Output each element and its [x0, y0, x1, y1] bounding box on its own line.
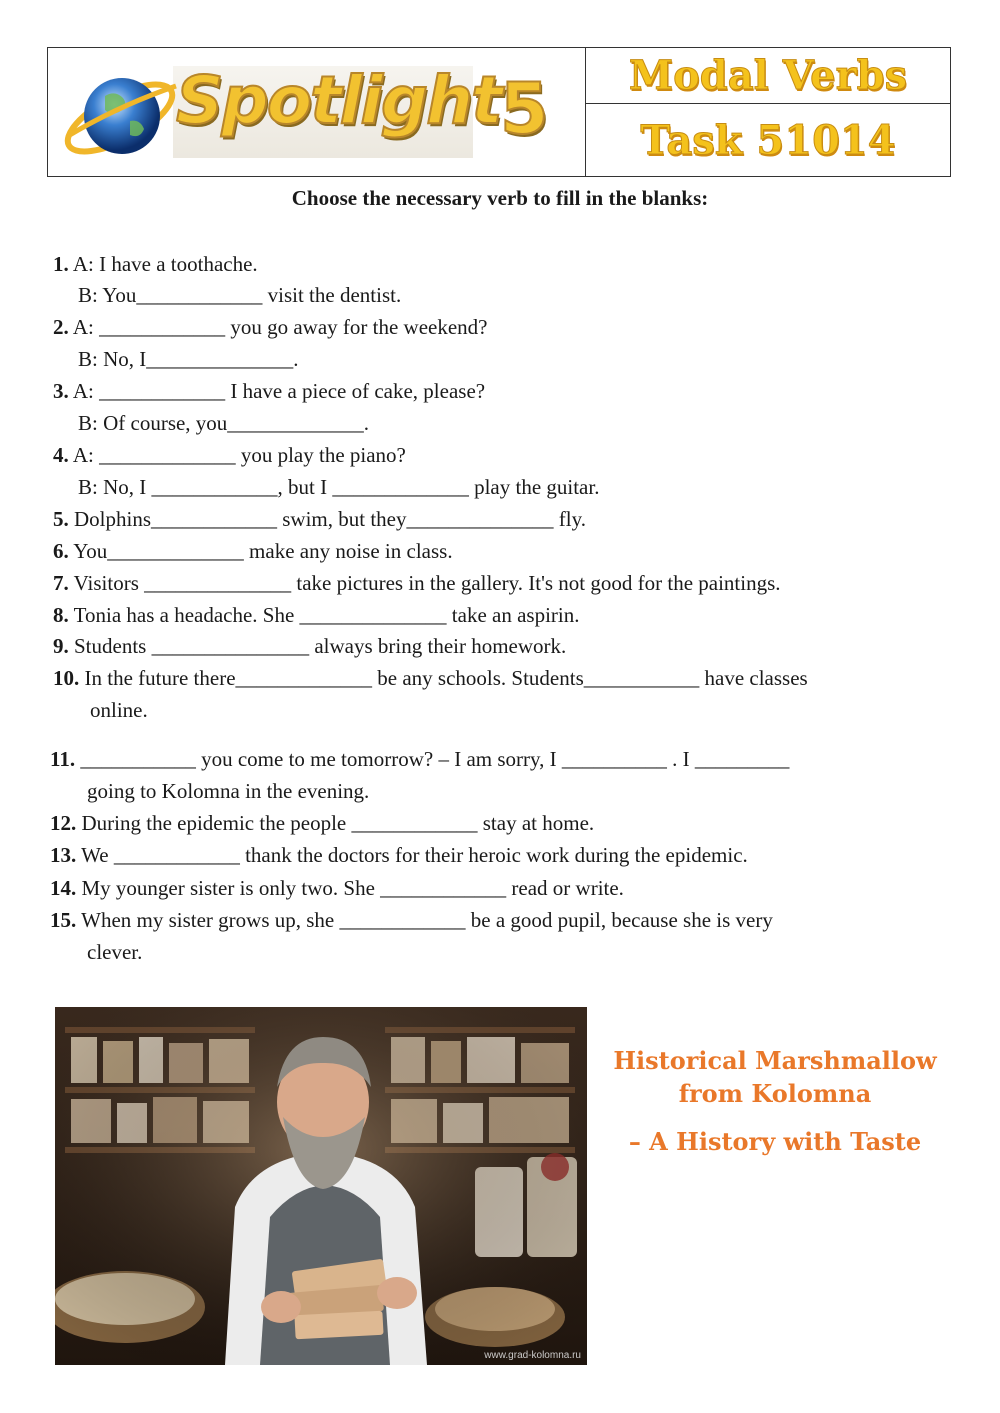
exercise-number: 14. — [50, 876, 77, 900]
exercise-number: 4. — [53, 443, 69, 467]
exercise-text: clever. — [87, 940, 143, 964]
exercise-number: 9. — [53, 634, 69, 658]
exercise-number: 5. — [53, 507, 69, 531]
exercise-number: 11. — [50, 747, 76, 771]
exercise-text: Tonia has a headache. She ______________ take an aspirin. — [73, 603, 580, 627]
exercise-text: Students _______________ always bring their homework. — [74, 634, 567, 658]
exercise-number: 12. — [50, 811, 77, 835]
exercise-line — [78, 475, 599, 499]
caption-line-3: – A History with Taste — [628, 1127, 922, 1156]
exercise-line — [53, 603, 580, 627]
shop-illustration — [55, 1007, 587, 1365]
photo-watermark: www.grad-kolomna.ru — [484, 1350, 581, 1361]
exercise-line — [90, 698, 148, 722]
title-panel — [586, 48, 950, 176]
exercise-text: A: _____________ you play the piano? — [72, 443, 406, 467]
exercise-line — [53, 379, 485, 403]
exercise-number: 3. — [53, 379, 69, 403]
exercise-line — [87, 940, 142, 964]
exercise-line — [53, 315, 488, 339]
exercise-line — [53, 539, 453, 563]
exercise-number: 10. — [53, 666, 80, 690]
exercise-line — [53, 252, 258, 276]
exercise-line — [78, 347, 299, 371]
marshmallow-shop-photo — [55, 1007, 587, 1365]
exercise-text: My younger sister is only two. She ____________ read or write. — [81, 876, 624, 900]
exercise-line — [50, 843, 748, 867]
exercise-text: When my sister grows up, she ____________ be a good pupil, because she is very — [81, 908, 773, 932]
page-title: Modal Verbs — [586, 48, 950, 104]
exercise-line — [53, 443, 406, 467]
logo-text: Spotlight — [176, 62, 501, 139]
exercise-text: We ____________ thank the doctors for their heroic work during the epidemic. — [81, 843, 748, 867]
exercise-number: 15. — [50, 908, 77, 932]
exercise-line — [78, 283, 401, 307]
exercise-line — [50, 876, 624, 900]
exercise-text: B: You____________ visit the dentist. — [78, 283, 402, 307]
exercise-line — [50, 908, 773, 932]
exercise-text: B: No, I______________. — [78, 347, 299, 371]
globe-icon — [60, 66, 180, 166]
exercise-text: A: ____________ I have a piece of cake, please? — [72, 379, 486, 403]
exercise-text: B: Of course, you_____________. — [78, 411, 370, 435]
caption-line-1: Historical Marshmallow — [613, 1046, 937, 1075]
exercise-line — [53, 666, 808, 690]
exercise-text: online. — [90, 698, 148, 722]
exercise-text: B: No, I ____________, but I _____________ play the guitar. — [78, 475, 600, 499]
exercise-number: 7. — [53, 571, 69, 595]
exercise-text: In the future there_____________ be any schools. Students___________ have classes — [84, 666, 808, 690]
exercise-text: ___________ you come to me tomorrow? – I am sorry, I __________ . I _________ — [80, 747, 790, 771]
exercise-number: 6. — [53, 539, 69, 563]
exercise-number: 2. — [53, 315, 69, 339]
exercise-line — [53, 634, 566, 658]
exercise-number: 1. — [53, 252, 69, 276]
exercise-number: 13. — [50, 843, 77, 867]
instructions: Choose the necessary verb to fill in the blanks: — [291, 186, 709, 210]
caption-line-2: from Kolomna — [678, 1079, 872, 1108]
header-box — [47, 47, 951, 177]
exercise-line — [50, 811, 594, 835]
exercise-line — [50, 747, 789, 771]
exercise-line — [78, 411, 369, 435]
exercise-text: Visitors ______________ take pictures in the gallery. It's not good for the paintings. — [73, 571, 781, 595]
exercise-number: 8. — [53, 603, 69, 627]
logo-number: 5 — [500, 68, 549, 150]
exercise-text: A: I have a toothache. — [72, 252, 258, 276]
spotlight-logo — [48, 48, 586, 176]
exercise-text: going to Kolomna in the evening. — [87, 779, 370, 803]
exercise-line — [53, 507, 586, 531]
task-number: Task 51014 — [640, 116, 896, 164]
exercise-text: A: ____________ you go away for the weekend? — [72, 315, 488, 339]
exercise-line — [87, 779, 369, 803]
exercise-text: Dolphins____________ swim, but they______________ fly. — [74, 507, 586, 531]
exercise-line — [53, 571, 781, 595]
exercise-text: During the epidemic the people ____________ stay at home. — [81, 811, 595, 835]
exercise-text: You_____________ make any noise in class. — [73, 539, 453, 563]
